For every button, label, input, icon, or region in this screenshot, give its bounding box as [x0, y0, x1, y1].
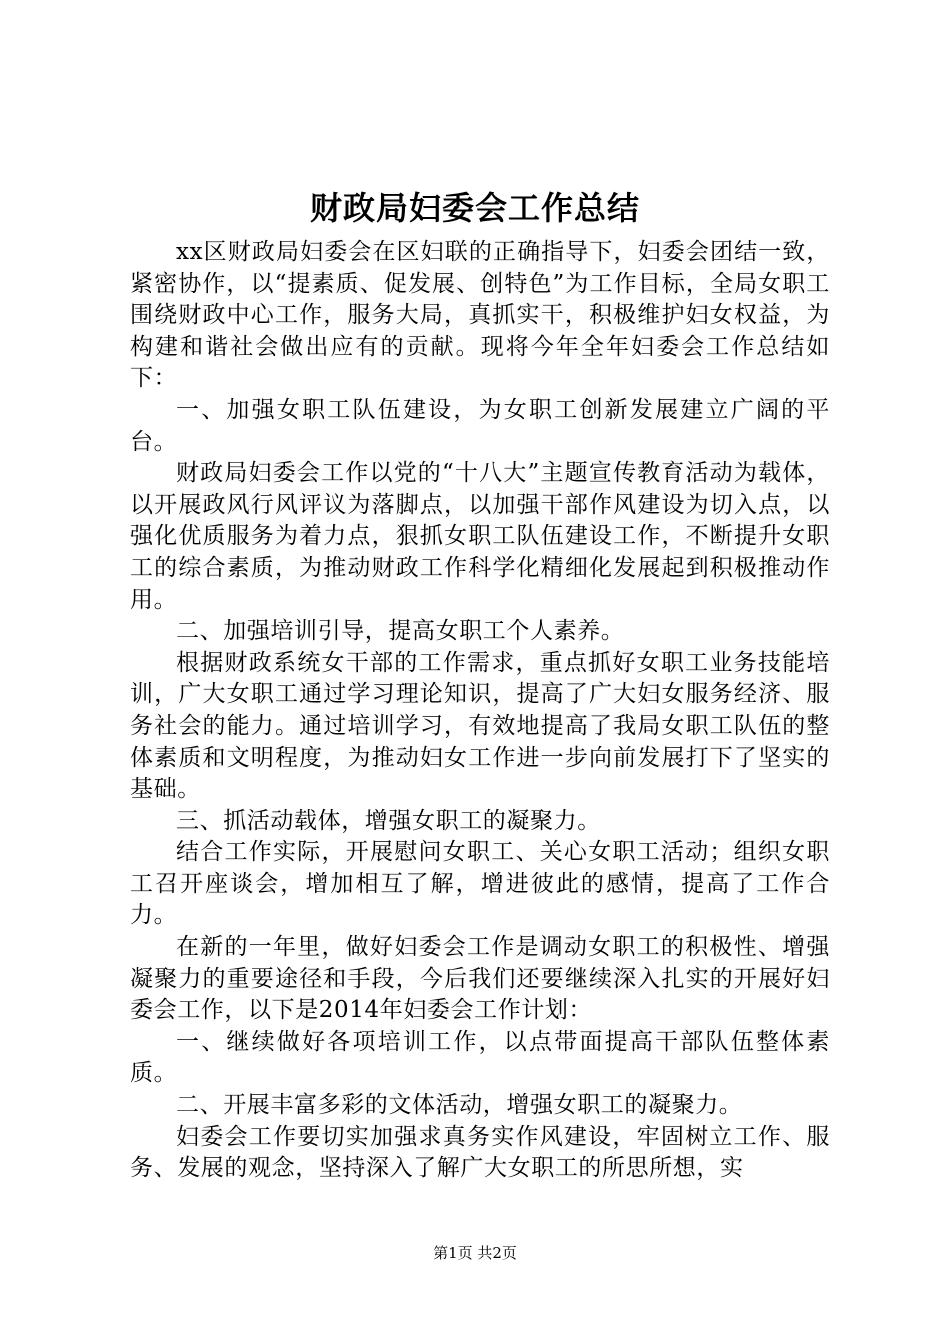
paragraph-plan-intro: 在新的一年里，做好妇委会工作是调动女职工的积极性、增强凝聚力的重要途径和手段，今后我们还要继续深入扎实的开展好妇委会工作，以下是2014年妇委会工作计划：: [130, 934, 830, 1024]
heading-plan-1: 一、继续做好各项培训工作，以点带面提高干部队伍整体素质。: [130, 1028, 830, 1087]
heading-section-3: 三、抓活动载体，增强女职工的凝聚力。: [176, 807, 601, 834]
document-body: [130, 237, 830, 1185]
document-title: 财政局妇委会工作总结: [309, 189, 640, 227]
heading-section-1: 一、加强女职工队伍建设，为女职工创新发展建立广阔的平台。: [130, 396, 830, 455]
paragraph-plan-2: 妇委会工作要切实加强求真务实作风建设，牢固树立工作、服务、发展的观念，坚持深入了解广大女职工的所思所想，实: [130, 1123, 830, 1182]
paragraph-intro: xx区财政局妇委会在区妇联的正确指导下，妇委会团结一致，紧密协作，以“提素质、促发展、创特色”为工作目标，全局女职工围绕财政中心工作，服务大局，真抓实干，积极维护妇女权益，为构建和谐社会做出应有的贡献。现将今年全年妇委会工作总结如下：: [130, 239, 830, 392]
heading-plan-2: 二、开展丰富多彩的文体活动，增强女职工的凝聚力。: [176, 1092, 743, 1119]
paragraph-section-2: 根据财政系统女干部的工作需求，重点抓好女职工业务技能培训，广大女职工通过学习理论知识，提高了广大妇女服务经济、服务社会的能力。通过培训学习，有效地提高了我局女职工队伍的整体素质和文明程度，为推动妇女工作进一步向前发展打下了坚实的基础。: [130, 649, 830, 803]
paragraph-section-3: 结合工作实际，开展慰问女职工、关心女职工活动；组织女职工召开座谈会，增加相互了解，增进彼此的感情，提高了工作合力。: [130, 839, 830, 929]
paragraph-section-1: 财政局妇委会工作以党的“十八大”主题宣传教育活动为载体，以开展政风行风评议为落脚点，以加强干部作风建设为切入点，以强化优质服务为着力点，狠抓女职工队伍建设工作，不断提升女职工的综合素质，为推动财政工作科学化精细化发展起到积极推动作用。: [130, 460, 830, 613]
heading-section-2: 二、加强培训引导，提高女职工个人素养。: [176, 618, 625, 645]
page-footer: 第1页 共2页: [433, 1244, 517, 1262]
